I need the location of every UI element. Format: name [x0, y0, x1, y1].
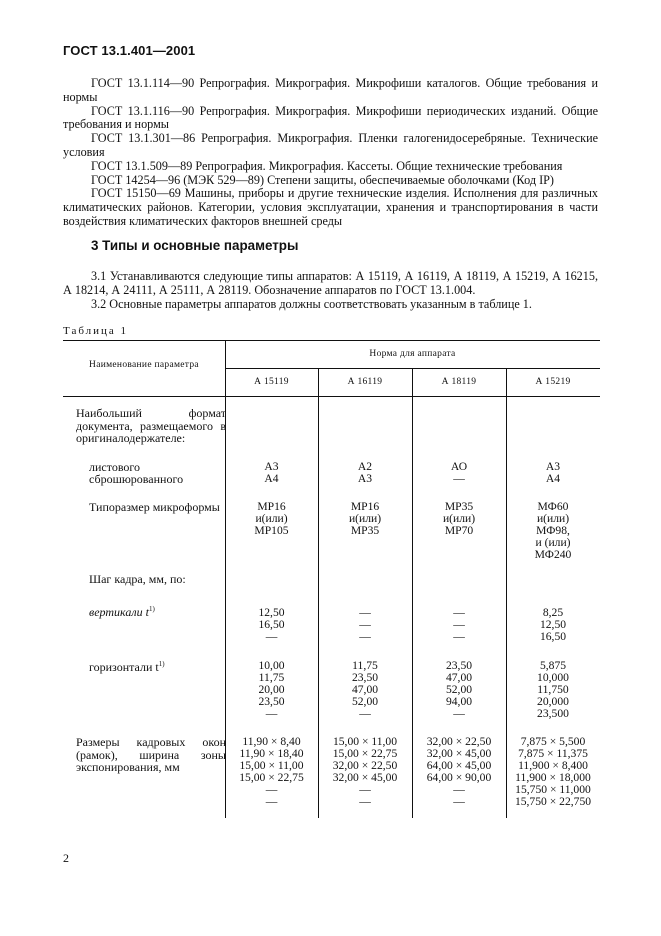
cell-value: 15,00 × 11,00 — [332, 735, 398, 748]
cell-vertical — [412, 607, 506, 643]
cell-value: А4 — [545, 472, 561, 486]
cell-vertical — [225, 607, 318, 643]
cell-horizontal — [506, 660, 600, 720]
cell-value: А2 — [357, 460, 373, 473]
cell-value: 11,900 × 8,400 — [518, 759, 588, 773]
cell-value: 32,00 × 45,00 — [332, 771, 398, 785]
cell-value: — — [359, 795, 371, 809]
cell-value: и(или) — [348, 512, 382, 526]
cell-value: 15,00 × 22,75 — [239, 771, 304, 785]
row-label-frame-step: Шаг кадра, мм, по: — [89, 572, 186, 586]
norm-header: Норма для аппарата — [369, 349, 456, 359]
cell-value: — — [359, 630, 371, 644]
cell-value: 32,00 × 22,50 — [332, 759, 398, 773]
paragraph: 3.1 Устанавливаются следующие типы аппаратов: А 15119, А 16119, А 18119, А 15219, А 16215, А 18214, А 24111, А 25111, А 28119. Обозначение аппаратов по ГОСТ 13.1.004. — [63, 269, 598, 297]
cell-value: 23,50 — [445, 659, 473, 672]
cell-value: — — [265, 795, 278, 809]
cell-value: МФ240 — [534, 548, 572, 562]
cell-microform — [412, 501, 506, 537]
row-label-windows: Размеры кадровых окон (рамок), ширина зоны экспонирования, мм — [76, 735, 226, 774]
cell-value: А3 — [357, 472, 373, 486]
cell-value: и(или) — [536, 512, 570, 526]
cell-value: МФ60 — [537, 500, 569, 513]
cell-horizontal — [225, 660, 318, 720]
cell-value: — — [359, 606, 371, 619]
table-border-top — [63, 340, 600, 341]
cell-value: 15,00 × 22,75 — [332, 747, 398, 761]
cell-value: и (или) — [535, 536, 571, 550]
cell-value: 8,25 — [542, 606, 564, 619]
cell-horizontal — [412, 660, 506, 720]
cell-value: и(или) — [255, 512, 288, 526]
cell-value: 64,00 × 90,00 — [426, 771, 492, 785]
cell-value: 20,000 — [537, 695, 569, 709]
cell-value: — — [453, 618, 465, 632]
cell-value: А4 — [264, 472, 279, 486]
cell-value: 20,00 — [258, 683, 285, 697]
cell-vertical — [506, 607, 600, 643]
cell-value: 52,00 — [445, 683, 473, 697]
cell-value: — — [265, 707, 278, 721]
reference-item: ГОСТ 15150—69 Машины, приборы и другие технические изделия. Исполнения для различных климатических районов. Категории, условия эксплуатации, хранения и транспортирования в части воздействия климатических факторов внешней среды — [63, 186, 598, 228]
cell-value: — — [265, 783, 278, 797]
cell-microform — [318, 501, 412, 537]
cell-value: 15,750 × 11,000 — [515, 783, 591, 797]
row-label-stitched: сброшюрованного — [89, 472, 184, 486]
row-label-microform: Типоразмер микроформы — [89, 500, 220, 514]
cell-value: 94,00 — [445, 695, 473, 709]
footnote-mark: 1) — [158, 660, 165, 668]
cell-value: 15,750 × 22,750 — [514, 795, 592, 809]
cell-value: 5,875 — [539, 659, 567, 672]
cell-windows — [412, 736, 506, 809]
cell-value: МР105 — [254, 524, 289, 538]
table-header-bottom — [63, 396, 600, 397]
paragraph: 3.2 Основные параметры аппаратов должны соответствовать указанным в таблице 1. — [91, 296, 532, 311]
cell-value: МФ98, — [536, 524, 570, 538]
cell-value: — — [453, 630, 465, 644]
cell-value: 12,50 — [258, 606, 285, 619]
document-header: ГОСТ 13.1.401—2001 — [63, 43, 196, 58]
cell-value: 11,90 × 8,40 — [242, 735, 301, 748]
cell-value: — — [453, 472, 465, 486]
cell-value: 11,90 × 18,40 — [239, 747, 304, 761]
row-label-format: Наибольший формат документа, размещаемого в оригиналодержателе: — [76, 406, 226, 445]
cell-value: МР16 — [350, 500, 380, 513]
cell-value: 12,50 — [539, 618, 567, 632]
row-label-sheet: листового — [89, 460, 141, 474]
parameters-table — [63, 340, 600, 818]
footnote-mark: 1) — [148, 605, 155, 613]
page-number: 2 — [63, 851, 69, 865]
column-header: А 15119 — [254, 377, 289, 387]
cell-value: 64,00 × 45,00 — [426, 759, 492, 773]
cell-value: 10,00 — [258, 659, 285, 672]
section-paragraphs — [63, 270, 598, 311]
cell-value: МР35 — [350, 524, 380, 538]
cell-value: 32,00 × 22,50 — [426, 735, 492, 748]
cell-format — [412, 461, 506, 485]
cell-value: 32,00 × 45,00 — [426, 747, 492, 761]
cell-format — [506, 461, 600, 485]
cell-value: 47,00 — [351, 683, 379, 697]
cell-microform — [225, 501, 318, 537]
cell-value: 11,900 × 18,000 — [515, 771, 591, 785]
cell-vertical — [318, 607, 412, 643]
row-label-horizontal — [89, 658, 165, 674]
cell-format — [318, 461, 412, 485]
cell-value: 16,50 — [539, 630, 567, 644]
cell-value: — — [453, 707, 465, 721]
cell-value: МР35 — [444, 500, 474, 513]
normative-references — [63, 77, 598, 229]
cell-value: — — [453, 795, 465, 809]
cell-value: А3 — [545, 460, 561, 473]
row-label-horizontal-text: горизонтали t — [89, 660, 159, 674]
cell-value: 11,75 — [352, 659, 378, 672]
cell-value: МР70 — [444, 524, 474, 538]
cell-windows — [225, 736, 318, 809]
cell-value: 11,75 — [258, 671, 285, 685]
column-header: А 15219 — [535, 377, 571, 387]
section-title: 3 Типы и основные параметры — [91, 238, 299, 253]
table-caption: Таблица 1 — [63, 325, 129, 337]
cell-value: — — [453, 606, 465, 619]
cell-microform — [506, 501, 600, 561]
cell-value: МР16 — [257, 500, 286, 513]
param-header: Наименование параметра — [89, 360, 199, 370]
cell-value: А3 — [264, 460, 279, 473]
cell-windows — [506, 736, 600, 809]
reference-item: ГОСТ 13.1.116—90 Репрография. Микрография. Микрофиши периодических изданий. Общие требования и нормы — [63, 103, 598, 132]
cell-value: 52,00 — [351, 695, 379, 709]
cell-format — [225, 461, 318, 485]
reference-item: ГОСТ 14254—96 (МЭК 529—89) Степени защиты, обеспечиваемые оболочками (Код IP) — [91, 172, 554, 187]
reference-item: ГОСТ 13.1.114—90 Репрография. Микрография. Микрофиши каталогов. Общие требования и нормы — [63, 76, 598, 104]
cell-horizontal — [318, 660, 412, 720]
cell-value: — — [359, 707, 371, 721]
row-label-vertical — [89, 603, 155, 619]
column-header: А 18119 — [441, 377, 477, 387]
cell-value: АО — [450, 460, 468, 473]
reference-item: ГОСТ 13.1.301—86 Репрография. Микрография. Пленки галогенидосеребряные. Технические условия — [63, 131, 598, 159]
cell-value: 10,000 — [537, 671, 569, 685]
cell-value: — — [359, 618, 371, 632]
cell-value: и(или) — [442, 512, 476, 526]
column-header: А 16119 — [347, 377, 383, 387]
cell-value: 16,50 — [258, 618, 285, 632]
cell-value: 23,500 — [537, 707, 569, 721]
row-label-vertical-text: вертикали t — [89, 605, 149, 619]
cell-value: — — [265, 630, 278, 644]
cell-windows — [318, 736, 412, 809]
cell-value: — — [359, 783, 371, 797]
cell-value: 23,50 — [258, 695, 285, 709]
cell-value: 7,875 × 5,500 — [520, 735, 586, 748]
reference-item: ГОСТ 13.1.509—89 Репрография. Микрография. Кассеты. Общие технические требования — [91, 158, 563, 173]
cell-value: — — [453, 783, 465, 797]
cell-value: 15,00 × 11,00 — [239, 759, 304, 773]
cell-value: 11,750 — [537, 683, 569, 697]
cell-value: 23,50 — [351, 671, 379, 685]
cell-value: 47,00 — [445, 671, 473, 685]
cell-value: 7,875 × 11,375 — [518, 747, 588, 761]
